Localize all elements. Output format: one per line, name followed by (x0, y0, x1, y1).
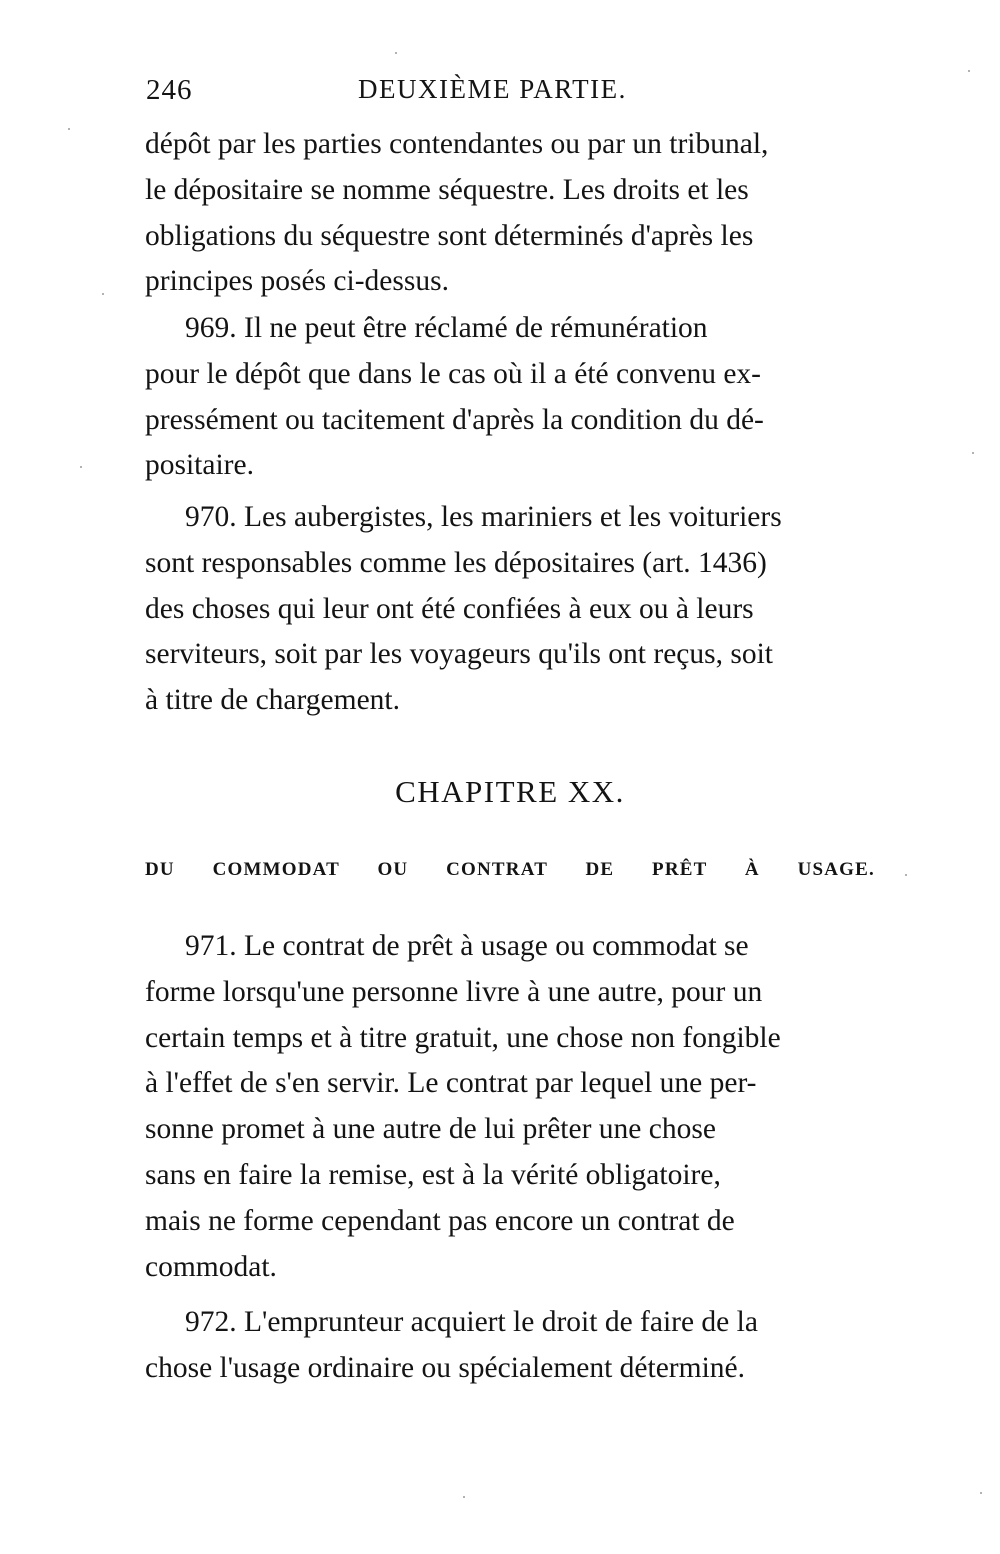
text-line: sont responsables comme les dépositaires (art. 1436) (145, 546, 767, 579)
running-title: DEUXIÈME PARTIE. (358, 74, 627, 104)
article-969 (145, 306, 875, 489)
text-line: certain temps et à titre gratuit, une chose non fongible (145, 1021, 781, 1054)
chapter-title: CHAPITRE XX. (395, 774, 625, 809)
article-972 (145, 1300, 875, 1392)
text-line: serviteurs, soit par les voyageurs qu'ils ont reçus, soit (145, 638, 773, 671)
text-line: mais ne forme cependant pas encore un contrat de (145, 1204, 735, 1237)
text-line: principes posés ci-dessus. (145, 265, 449, 298)
text-line: forme lorsqu'une personne livre à une autre, pour un (145, 975, 763, 1008)
text-line: à titre de chargement. (145, 684, 400, 717)
paper-speck (80, 466, 82, 468)
text-line: à l'effet de s'en servir. Le contrat par lequel une per- (145, 1067, 757, 1100)
paper-speck (395, 52, 397, 54)
text-line: pressément ou tacitement d'après la condition du dé- (145, 403, 764, 436)
text-line: 972. L'emprunteur acquiert le droit de faire de la (185, 1306, 758, 1338)
text-line: 971. Le contrat de prêt à usage ou commodat se (185, 930, 749, 962)
text-line: pour le dépôt que dans le cas où il a été convenu ex- (145, 357, 761, 390)
paper-speck (463, 1496, 465, 1498)
paper-speck (980, 1492, 982, 1494)
article-970 (145, 495, 875, 724)
text-line: 970. Les aubergistes, les mariniers et les voituriers (185, 501, 782, 533)
paper-speck (972, 452, 974, 454)
text-line: sans en faire la remise, est à la vérité obligatoire, (145, 1158, 721, 1191)
text-line: positaire. (145, 449, 254, 482)
text-line: des choses qui leur ont été confiées à eux ou à leurs (145, 592, 754, 625)
paper-speck (968, 70, 970, 72)
text-line: commodat. (145, 1250, 277, 1283)
paper-speck (905, 874, 907, 876)
paper-speck (68, 128, 70, 130)
continued-paragraph (145, 122, 875, 305)
article-971 (145, 924, 875, 1290)
text-line: 969. Il ne peut être réclamé de rémunération (185, 312, 708, 344)
text-line: le dépositaire se nomme séquestre. Les droits et les (145, 173, 749, 206)
running-head (146, 74, 866, 114)
text-line: dépôt par les parties contendantes ou par un tribunal, (145, 128, 769, 160)
text-line: obligations du séquestre sont déterminés d'après les (145, 219, 754, 252)
chapter-subtitle: DU COMMODAT OU CONTRAT DE PRÊT À USAGE. (145, 859, 875, 880)
text-line: sonne promet à une autre de lui prêter une chose (145, 1113, 716, 1146)
page-number: 246 (146, 74, 193, 106)
text-line: chose l'usage ordinaire ou spécialement déterminé. (145, 1351, 745, 1384)
paper-speck (102, 293, 104, 295)
